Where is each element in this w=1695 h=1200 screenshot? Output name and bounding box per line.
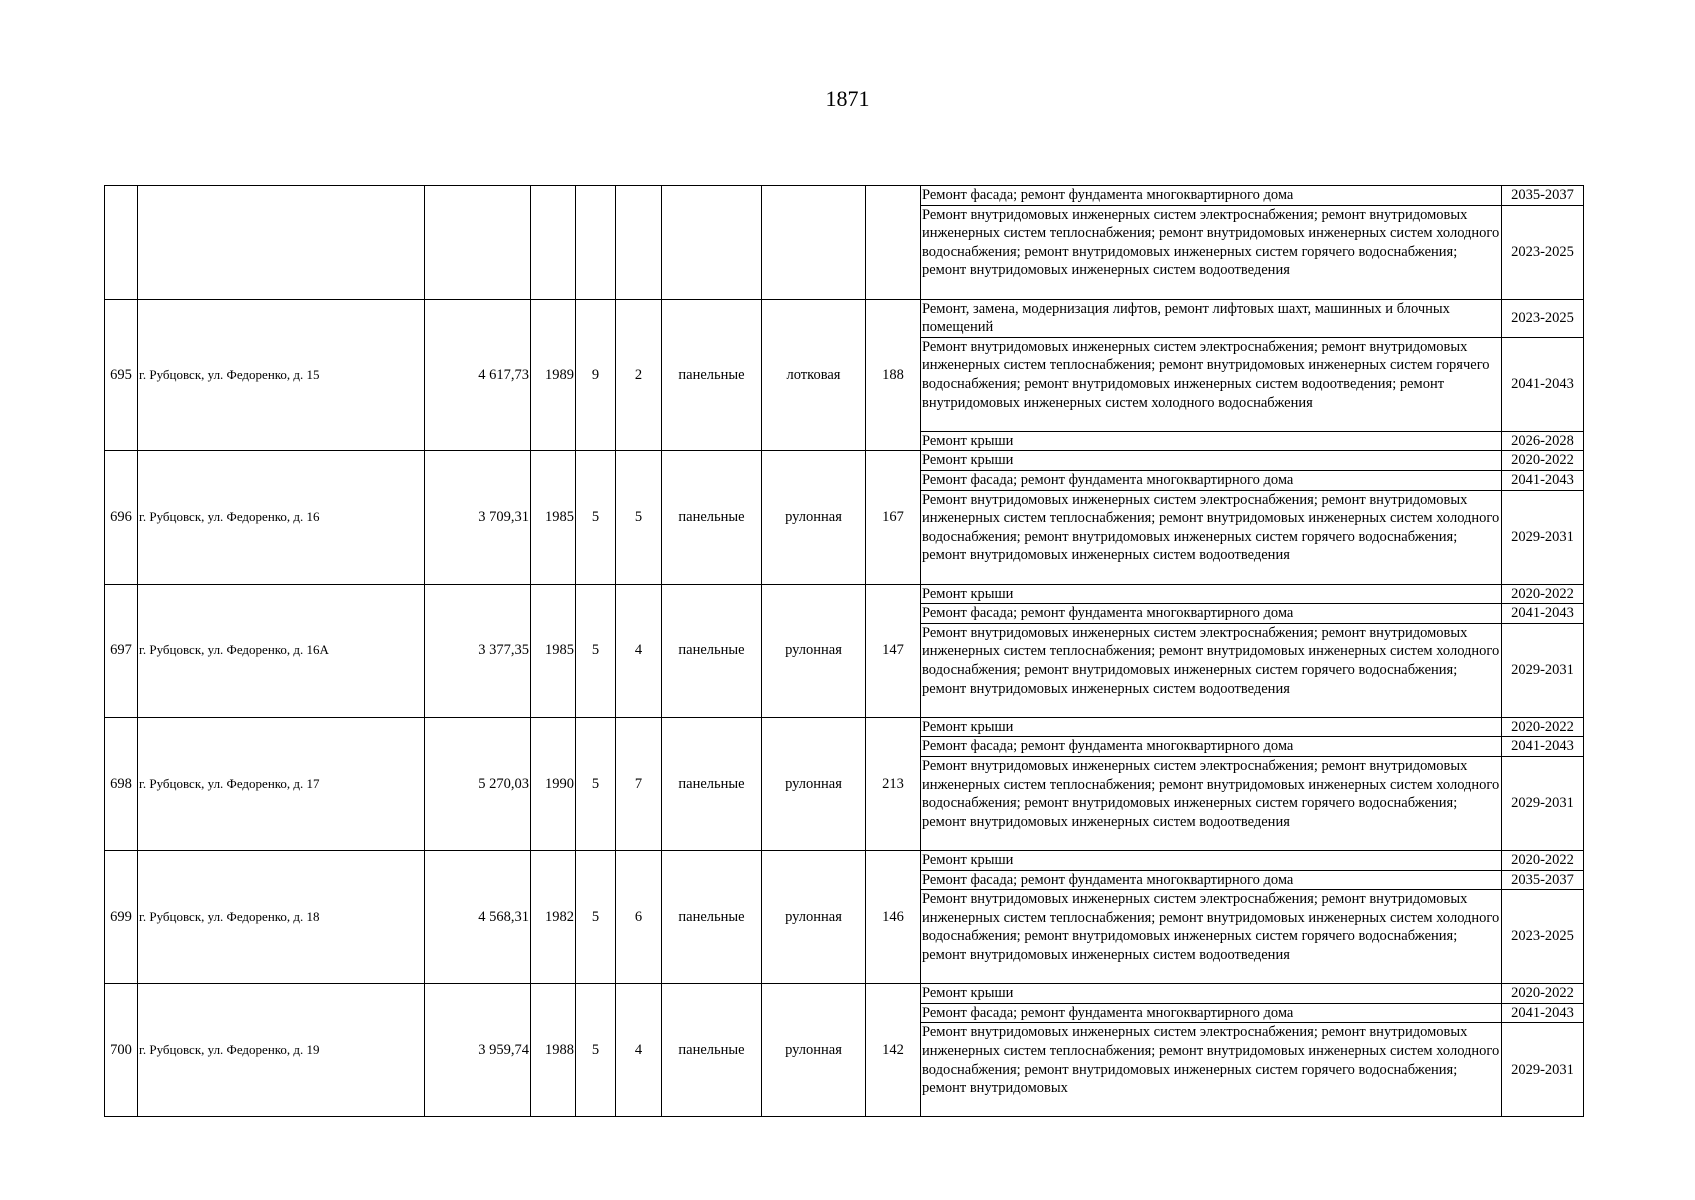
work-period: 2023-2025 xyxy=(1502,890,1584,984)
work-period: 2041-2043 xyxy=(1502,1003,1584,1023)
total-area: 4 617,73 xyxy=(425,299,531,451)
year-built: 1988 xyxy=(531,984,576,1117)
work-period: 2041-2043 xyxy=(1502,470,1584,490)
entrances: 4 xyxy=(616,984,662,1117)
work-period: 2020-2022 xyxy=(1502,984,1584,1004)
repair-schedule-table xyxy=(104,185,1584,1117)
row-number: 699 xyxy=(105,850,138,983)
row-number: 697 xyxy=(105,584,138,717)
wall-material: панельные xyxy=(662,299,762,451)
work-period: 2041-2043 xyxy=(1502,737,1584,757)
roof-type: рулонная xyxy=(762,984,866,1117)
residents: 188 xyxy=(866,299,921,451)
total-area: 3 959,74 xyxy=(425,984,531,1117)
page-number: 1871 xyxy=(825,86,870,111)
work-period: 2020-2022 xyxy=(1502,584,1584,604)
work-description: Ремонт крыши xyxy=(921,984,1502,1004)
work-description: Ремонт крыши xyxy=(921,850,1502,870)
wall-material: панельные xyxy=(662,717,762,850)
work-description: Ремонт внутридомовых инженерных систем электроснабжения; ремонт внутридомовых инженерных систем теплоснабжения; ремонт внутридомовых инженерных систем холодного водоснабжения; ремонт внутридомовых инженерных систем горячего водоснабжения; ремонт внутридомовых инженерных систем водоотведения xyxy=(921,890,1502,984)
address: г. Рубцовск, ул. Федоренко, д. 16 xyxy=(138,451,425,584)
roof-type: рулонная xyxy=(762,717,866,850)
work-period: 2020-2022 xyxy=(1502,850,1584,870)
residents: 213 xyxy=(866,717,921,850)
work-description: Ремонт крыши xyxy=(921,717,1502,737)
work-period: 2026-2028 xyxy=(1502,431,1584,451)
wall-material: панельные xyxy=(662,850,762,983)
year-built: 1985 xyxy=(531,451,576,584)
work-description: Ремонт внутридомовых инженерных систем электроснабжения; ремонт внутридомовых инженерных систем теплоснабжения; ремонт внутридомовых инженерных систем холодного водоснабжения; ремонт внутридомовых инженерных систем горячего водоснабжения; ремонт внутридомовых инженерных систем водоотведения xyxy=(921,490,1502,584)
work-description: Ремонт фасада; ремонт фундамента многоквартирного дома xyxy=(921,186,1502,206)
work-description: Ремонт внутридомовых инженерных систем электроснабжения; ремонт внутридомовых инженерных систем теплоснабжения; ремонт внутридомовых инженерных систем холодного водоснабжения; ремонт внутридомовых инженерных систем горячего водоснабжения; ремонт внутридомовых xyxy=(921,1023,1502,1117)
table-row xyxy=(105,186,1584,206)
work-description: Ремонт внутридомовых инженерных систем электроснабжения; ремонт внутридомовых инженерных систем теплоснабжения; ремонт внутридомовых инженерных систем холодного водоснабжения; ремонт внутридомовых инженерных систем горячего водоснабжения; ремонт внутридомовых инженерных систем водоотведения xyxy=(921,205,1502,299)
residents-cell xyxy=(866,186,921,300)
table-row xyxy=(105,299,1584,337)
floors: 5 xyxy=(576,451,616,584)
table-row xyxy=(105,984,1584,1004)
residents: 142 xyxy=(866,984,921,1117)
work-description: Ремонт крыши xyxy=(921,451,1502,471)
entrances: 4 xyxy=(616,584,662,717)
address: г. Рубцовск, ул. Федоренко, д. 17 xyxy=(138,717,425,850)
work-period: 2023-2025 xyxy=(1502,205,1584,299)
work-period: 2023-2025 xyxy=(1502,299,1584,337)
entrances: 2 xyxy=(616,299,662,451)
row-number: 698 xyxy=(105,717,138,850)
row-number: 696 xyxy=(105,451,138,584)
work-description: Ремонт крыши xyxy=(921,584,1502,604)
floors: 9 xyxy=(576,299,616,451)
address-cell xyxy=(138,186,425,300)
roof-type: рулонная xyxy=(762,850,866,983)
table-row xyxy=(105,451,1584,471)
table-row xyxy=(105,717,1584,737)
work-description: Ремонт крыши xyxy=(921,431,1502,451)
residents: 146 xyxy=(866,850,921,983)
floors: 5 xyxy=(576,717,616,850)
floors: 5 xyxy=(576,850,616,983)
year-built: 1989 xyxy=(531,299,576,451)
year-built: 1990 xyxy=(531,717,576,850)
address: г. Рубцовск, ул. Федоренко, д. 19 xyxy=(138,984,425,1117)
year-built: 1985 xyxy=(531,584,576,717)
work-period: 2029-2031 xyxy=(1502,756,1584,850)
work-description: Ремонт фасада; ремонт фундамента многоквартирного дома xyxy=(921,604,1502,624)
work-description: Ремонт фасада; ремонт фундамента многоквартирного дома xyxy=(921,737,1502,757)
table-row xyxy=(105,850,1584,870)
year-cell xyxy=(531,186,576,300)
table-row xyxy=(105,584,1584,604)
total-area: 4 568,31 xyxy=(425,850,531,983)
year-built: 1982 xyxy=(531,850,576,983)
wall-material: панельные xyxy=(662,451,762,584)
work-description: Ремонт, замена, модернизация лифтов, ремонт лифтовых шахт, машинных и блочных помещений xyxy=(921,299,1502,337)
work-description: Ремонт внутридомовых инженерных систем электроснабжения; ремонт внутридомовых инженерных систем теплоснабжения; ремонт внутридомовых инженерных систем холодного водоснабжения; ремонт внутридомовых инженерных систем горячего водоснабжения; ремонт внутридомовых инженерных систем водоотведения xyxy=(921,623,1502,717)
row-number: 695 xyxy=(105,299,138,451)
total-area: 5 270,03 xyxy=(425,717,531,850)
work-period: 2029-2031 xyxy=(1502,623,1584,717)
work-period: 2029-2031 xyxy=(1502,1023,1584,1117)
num-cell xyxy=(105,186,138,300)
work-description: Ремонт фасада; ремонт фундамента многоквартирного дома xyxy=(921,870,1502,890)
work-description: Ремонт внутридомовых инженерных систем электроснабжения; ремонт внутридомовых инженерных систем теплоснабжения; ремонт внутридомовых инженерных систем горячего водоснабжения; ремонт внутридомовых инженерных систем водоотведения; ремонт внутридомовых инженерных систем холодного водоснабжения xyxy=(921,337,1502,431)
roof-cell xyxy=(762,186,866,300)
work-description: Ремонт фасада; ремонт фундамента многоквартирного дома xyxy=(921,1003,1502,1023)
wall-material: панельные xyxy=(662,984,762,1117)
work-period: 2041-2043 xyxy=(1502,604,1584,624)
floors: 5 xyxy=(576,584,616,717)
work-period: 2041-2043 xyxy=(1502,337,1584,431)
work-period: 2029-2031 xyxy=(1502,490,1584,584)
work-period: 2020-2022 xyxy=(1502,451,1584,471)
work-period: 2035-2037 xyxy=(1502,186,1584,206)
work-period: 2020-2022 xyxy=(1502,717,1584,737)
work-description: Ремонт фасада; ремонт фундамента многоквартирного дома xyxy=(921,470,1502,490)
roof-type: рулонная xyxy=(762,584,866,717)
residents: 147 xyxy=(866,584,921,717)
floors-cell xyxy=(576,186,616,300)
wall-material: панельные xyxy=(662,584,762,717)
entrances: 6 xyxy=(616,850,662,983)
roof-type: рулонная xyxy=(762,451,866,584)
total-area: 3 377,35 xyxy=(425,584,531,717)
row-number: 700 xyxy=(105,984,138,1117)
roof-type: лотковая xyxy=(762,299,866,451)
entrances-cell xyxy=(616,186,662,300)
address: г. Рубцовск, ул. Федоренко, д. 16А xyxy=(138,584,425,717)
entrances: 5 xyxy=(616,451,662,584)
address: г. Рубцовск, ул. Федоренко, д. 18 xyxy=(138,850,425,983)
floors: 5 xyxy=(576,984,616,1117)
walls-cell xyxy=(662,186,762,300)
entrances: 7 xyxy=(616,717,662,850)
total-area: 3 709,31 xyxy=(425,451,531,584)
area-cell xyxy=(425,186,531,300)
work-description: Ремонт внутридомовых инженерных систем электроснабжения; ремонт внутридомовых инженерных систем теплоснабжения; ремонт внутридомовых инженерных систем холодного водоснабжения; ремонт внутридомовых инженерных систем горячего водоснабжения; ремонт внутридомовых инженерных систем водоотведения xyxy=(921,756,1502,850)
work-period: 2035-2037 xyxy=(1502,870,1584,890)
residents: 167 xyxy=(866,451,921,584)
address: г. Рубцовск, ул. Федоренко, д. 15 xyxy=(138,299,425,451)
